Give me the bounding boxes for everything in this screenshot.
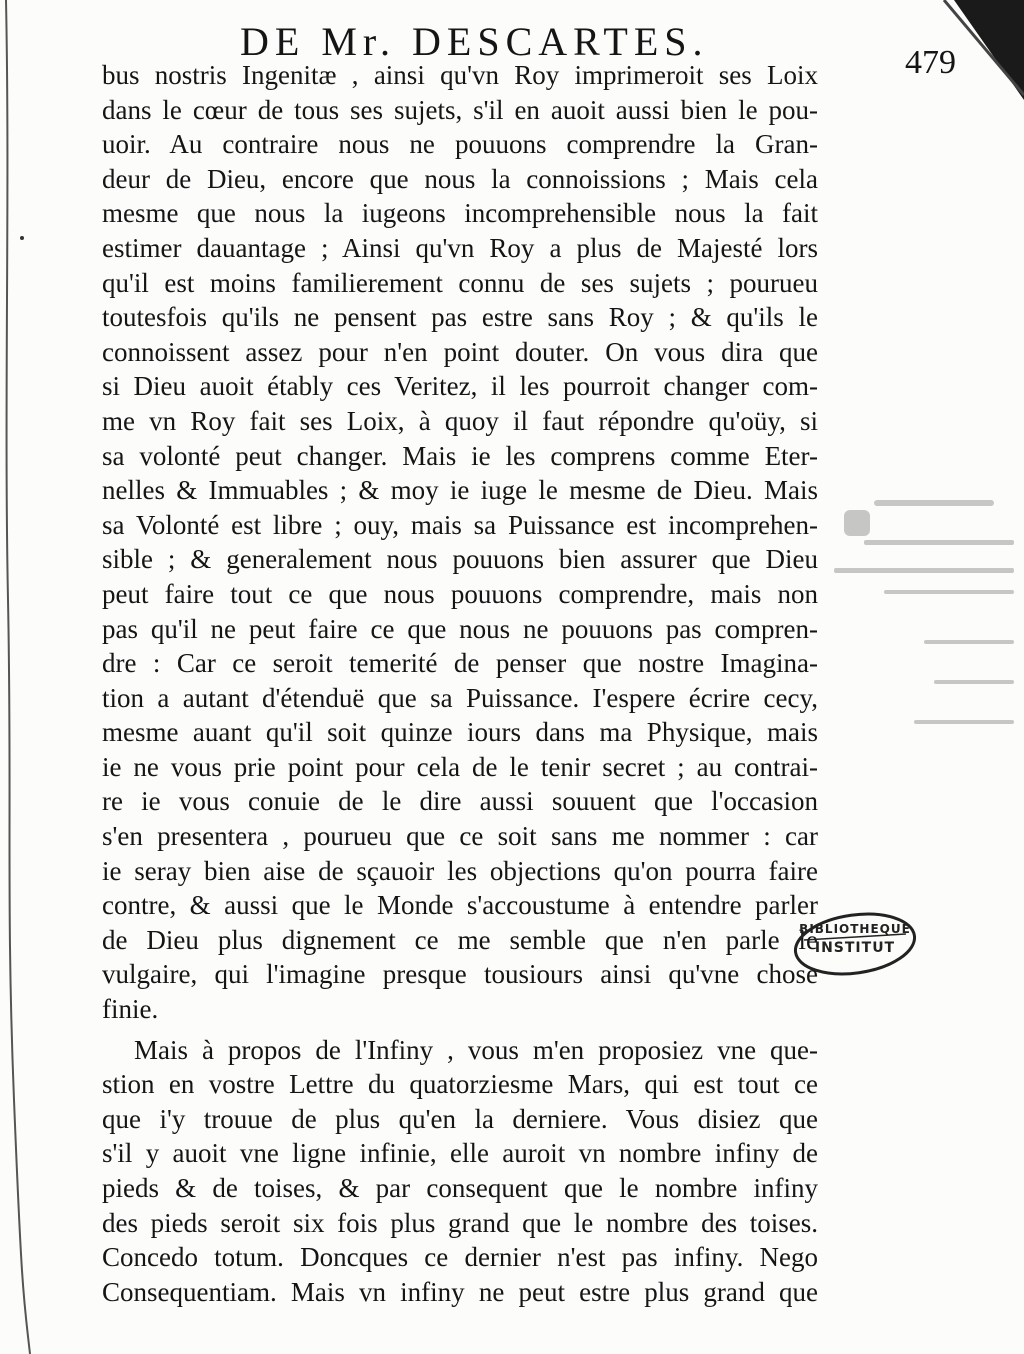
text-line: tion a autant d'étenduë que sa Puissance. I'espere écrire cecy,	[102, 682, 818, 713]
text-line: mesme auant qu'il soit quinze iours dans ma Physique, mais	[102, 717, 818, 748]
text-line: stion en vostre Lettre du quatorziesme Mars, qui est tout ce	[102, 1069, 818, 1100]
text-line: sible ; & generalement nous pouuons bien assurer que Dieu	[102, 544, 818, 575]
text-line: des pieds seroit six fois plus grand que le nombre des toises.	[102, 1207, 818, 1238]
text-line: dre : Car ce seroit temerité de penser que nostre Imagina-	[102, 648, 818, 679]
text-line: pieds & de toises, & par consequent que le nombre infiny	[102, 1173, 818, 1203]
stamp-text-top: BIBLIOTHEQUE	[799, 922, 911, 936]
text-line: sa volonté peut changer. Mais ie les comprens comme Eter-	[102, 440, 818, 471]
text-line: sa Volonté est libre ; ouy, mais sa Puissance est incomprehen-	[102, 509, 818, 540]
text-line: toutesfois qu'ils ne pensent pas estre sans Roy ; & qu'ils le	[102, 302, 818, 333]
text-line: s'en presentera , pourueu que ce soit sans me nommer : car	[102, 821, 818, 852]
ink-bleed-through	[804, 480, 1024, 780]
running-head: DE Mr. DESCARTES.	[240, 19, 709, 64]
stamp-text-bottom: INSTITUT	[814, 940, 896, 956]
body-text	[102, 58, 818, 1309]
text-line: contre, & aussi que le Monde s'accoustume à entendre parler	[102, 890, 818, 921]
text-line: vulgaire, qui l'imagine presque tousiours ainsi qu'vne chose	[102, 959, 818, 990]
text-line: bus nostris Ingenitæ , ainsi qu'vn Roy imprimeroit ses Loix	[102, 60, 818, 90]
text-line: estimer dauantage ; Ainsi qu'vn Roy a plus de Majesté lors	[102, 232, 818, 263]
text-line: nelles & Immuables ; & moy ie iuge le mesme de Dieu. Mais	[102, 475, 818, 506]
text-line: peut faire tout ce que nous pouuons comprendre, mais non	[102, 578, 818, 609]
text-line: dans le cœur de tous ses sujets, s'il en auoit aussi bien le pou-	[102, 94, 818, 125]
text-line: pas qu'il ne peut faire ce que nous ne pouuons pas compren-	[102, 613, 818, 644]
gutter-fold-line	[0, 0, 40, 1354]
paragraph-start-line: Mais à propos de l'Infiny , vous m'en proposiez vne que-	[134, 1034, 818, 1065]
text-line: mesme que nous la iugeons incomprehensible nous la fait	[102, 198, 818, 229]
text-line: uoir. Au contraire nous ne pouuons comprendre la Gran-	[102, 129, 818, 160]
text-line: me vn Roy fait ses Loix, à quoy il faut répondre qu'oüy, si	[102, 405, 818, 436]
text-line: Consequentiam. Mais vn infiny ne peut estre plus grand que	[102, 1276, 818, 1307]
text-line: s'il y auoit vne ligne infinie, elle auroit vn nombre infiny de	[102, 1138, 818, 1169]
text-line: ie ne vous prie point pour cela de le tenir secret ; au contrai-	[102, 751, 818, 782]
library-stamp	[790, 910, 920, 978]
paragraph-end-line: finie.	[102, 994, 159, 1025]
text-line: deur de Dieu, encore que nous la connoissions ; Mais cela	[102, 163, 818, 194]
text-line: de Dieu plus dignement ce me semble que n'en parle le	[102, 924, 818, 955]
text-line: si Dieu auoit étably ces Veritez, il les pourroit changer com-	[102, 371, 818, 402]
text-line: Concedo totum. Doncques ce dernier n'est pas infiny. Nego	[102, 1242, 818, 1273]
text-line: connoissent assez pour n'en point douter. On vous dira que	[102, 336, 818, 367]
text-line: que i'y trouue de plus qu'en la derniere. Vous disiez que	[102, 1103, 818, 1134]
text-line: qu'il est moins familierement connu de ses sujets ; pourueu	[102, 267, 818, 298]
page-number: 479	[905, 44, 956, 81]
text-line: re ie vous conuie de le dire aussi souuent que l'occasion	[102, 786, 818, 817]
text-line: ie seray bien aise de sçauoir les objections qu'on pourra faire	[102, 855, 818, 886]
